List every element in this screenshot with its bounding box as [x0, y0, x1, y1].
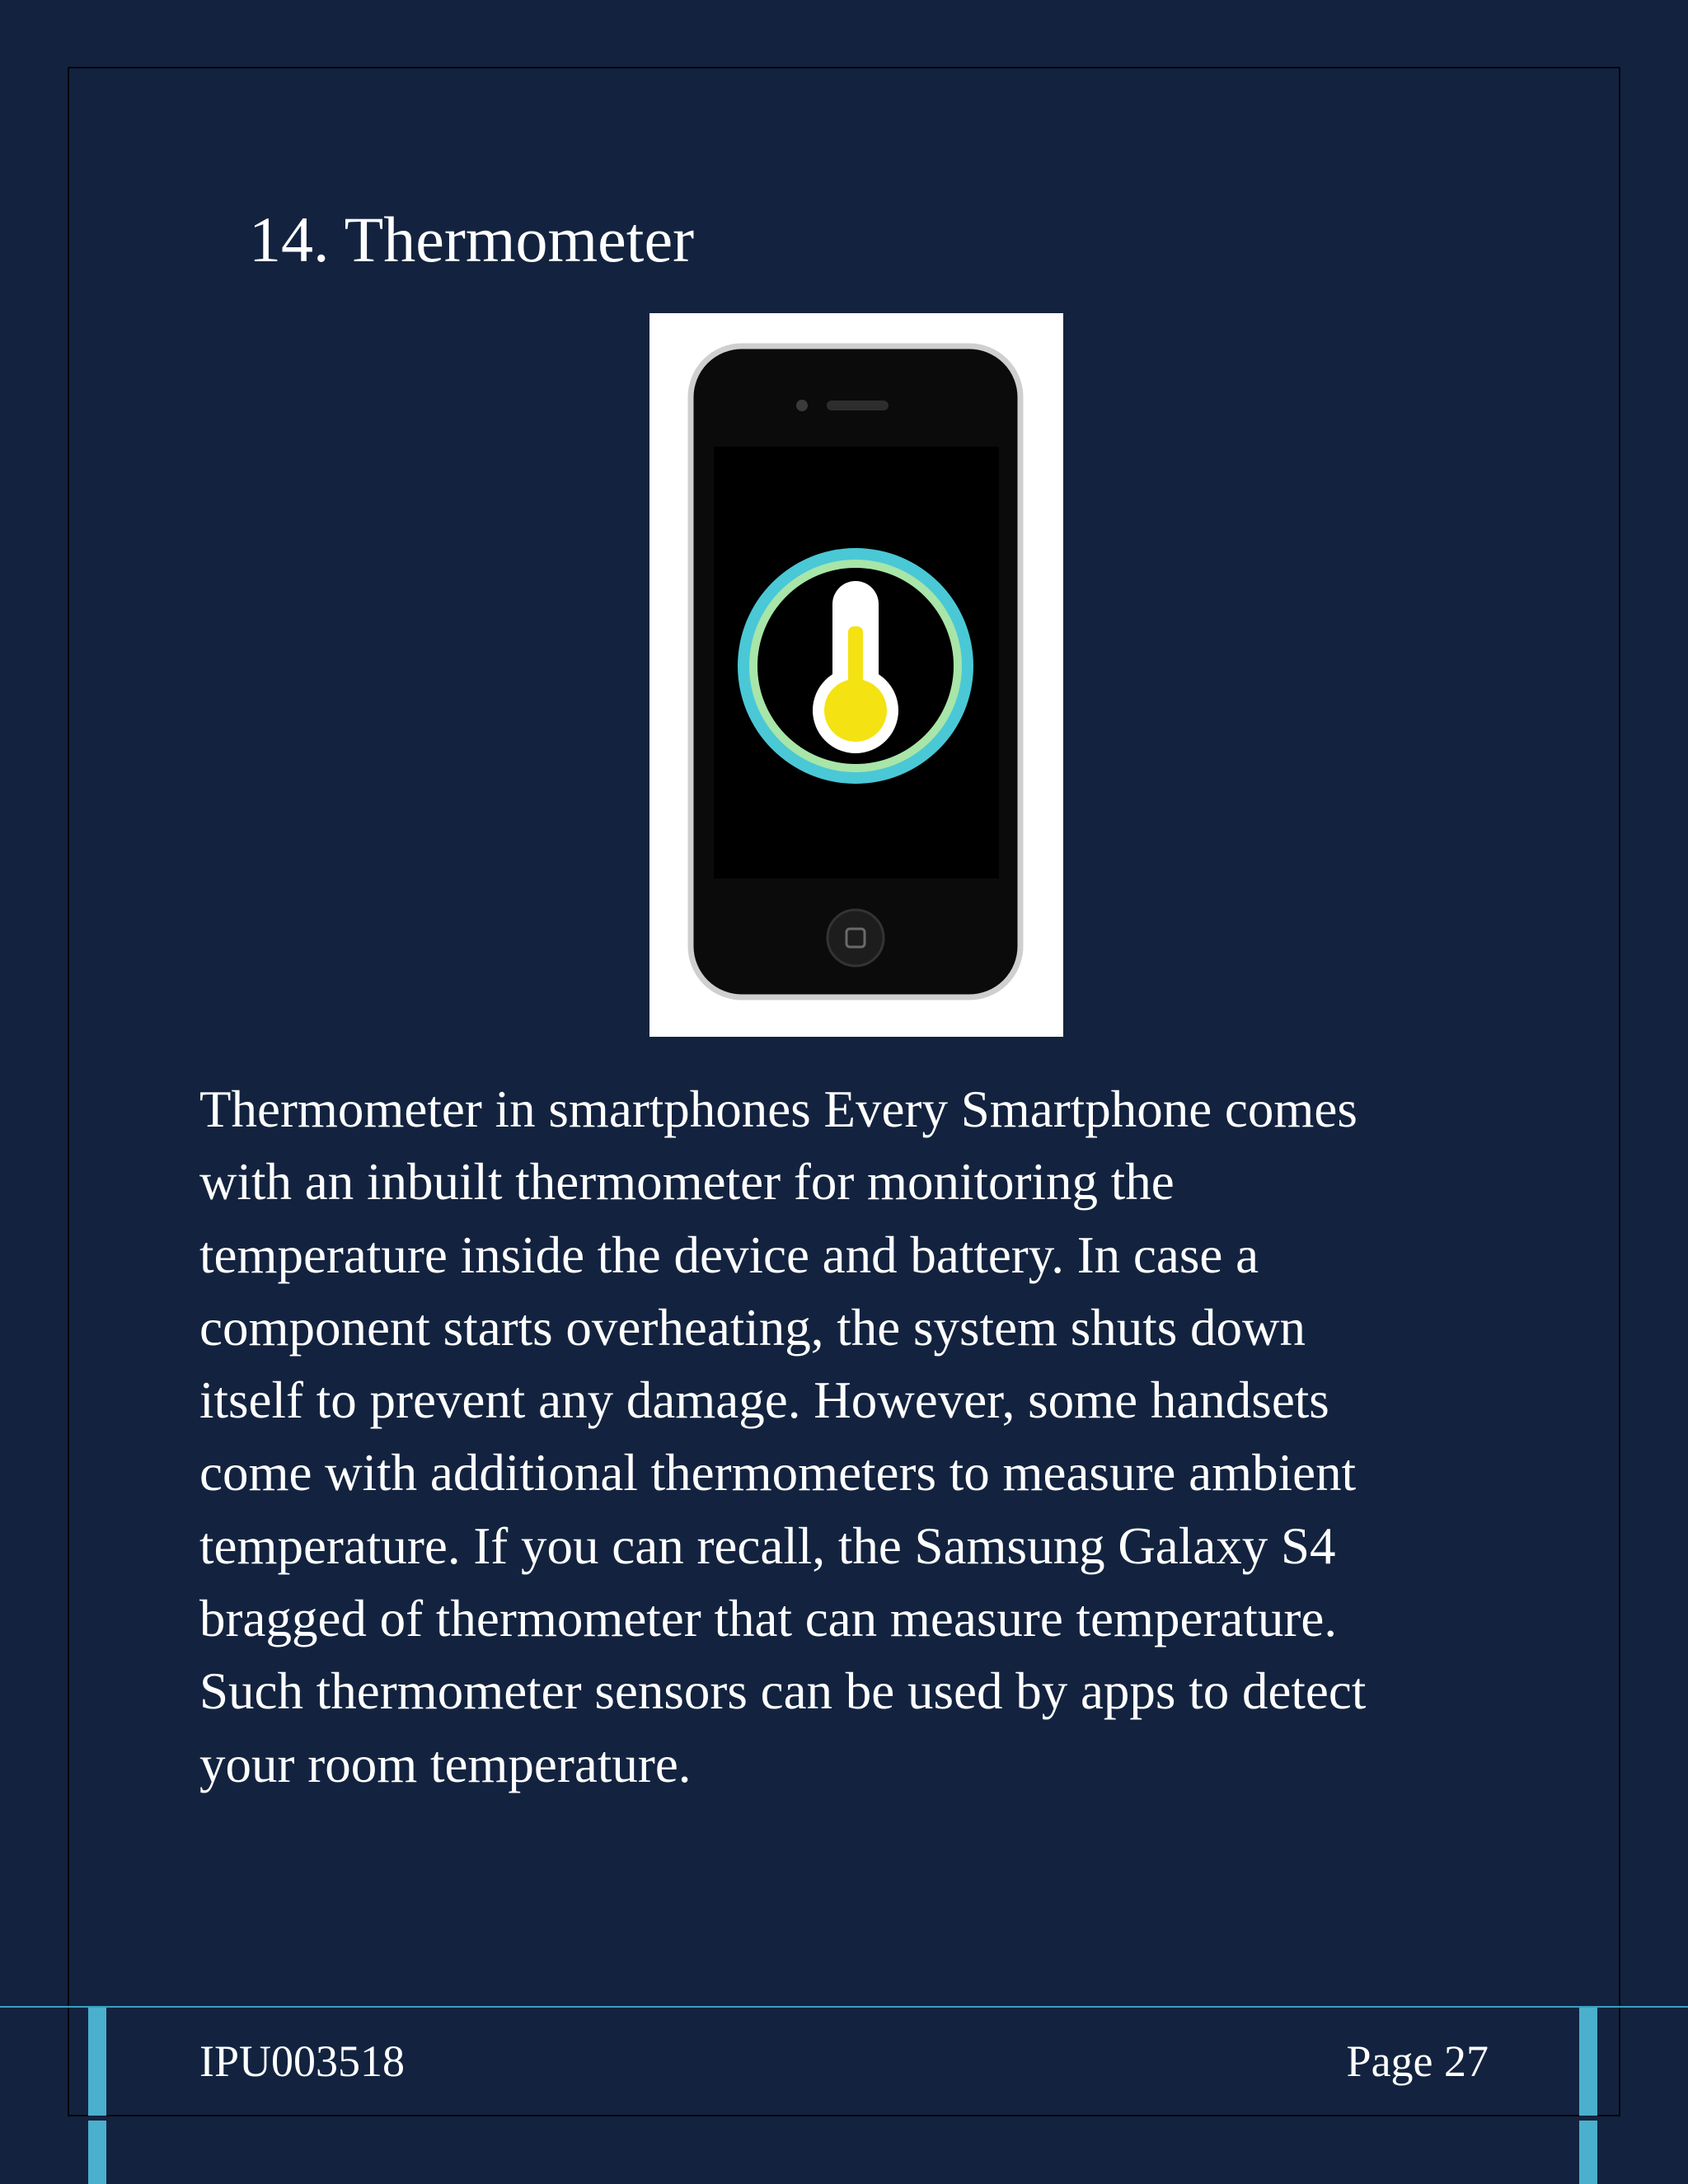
- body-line: component starts overheating, the system shuts down: [199, 1298, 1306, 1357]
- page-heading: 14. Thermometer: [249, 204, 695, 275]
- body-line: Such thermometer sensors can be used by apps to detect: [199, 1662, 1367, 1721]
- body-line: your room temperature.: [199, 1735, 692, 1793]
- footer-document-id: IPU003518: [199, 2036, 406, 2086]
- footer-accent-bar-left: [88, 2008, 106, 2184]
- home-button: [828, 910, 884, 966]
- body-line: bragged of thermometer that can measure temperature.: [199, 1590, 1338, 1648]
- earpiece: [827, 401, 889, 410]
- body-line: with an inbuilt thermometer for monitoring the: [199, 1153, 1175, 1212]
- body-line: come with additional thermometers to measure ambient: [199, 1444, 1357, 1502]
- front-camera-icon: [796, 400, 808, 411]
- body-paragraph: [199, 1073, 1485, 1801]
- body-line: itself to prevent any damage. However, some handsets: [199, 1371, 1329, 1430]
- footer-accent-bar-right: [1579, 2008, 1597, 2184]
- body-line: temperature. If you can recall, the Samsung Galaxy S4: [199, 1516, 1336, 1575]
- smartphone-thermometer-figure: [649, 313, 1063, 1037]
- footer-page-number: Page 27: [1346, 2036, 1489, 2086]
- footer-rule: [0, 2006, 1688, 2008]
- body-line: Thermometer in smartphones Every Smartphone comes: [199, 1080, 1357, 1138]
- body-line: temperature inside the device and battery. In case a: [199, 1226, 1259, 1284]
